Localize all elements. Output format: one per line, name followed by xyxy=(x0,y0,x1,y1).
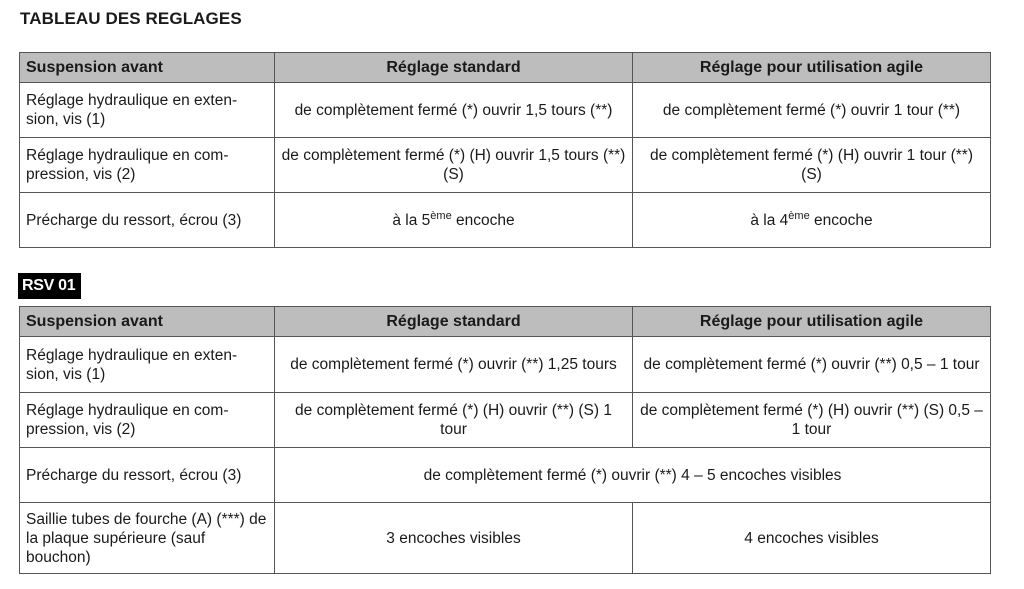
row-label: Réglage hydraulique en com-pression, vis (2) xyxy=(20,393,275,448)
settings-table-rsv01 xyxy=(19,306,991,574)
model-badge: RSV 01 xyxy=(18,273,81,299)
value-text: à la 5 xyxy=(392,211,431,229)
agile-value: de complètement fermé (*) ouvrir (**) 0,5 – 1 tour xyxy=(633,337,991,393)
table-header-row xyxy=(20,307,991,337)
header-agile: Réglage pour utilisation agile xyxy=(633,53,991,83)
value-text: encoche xyxy=(451,211,515,229)
table-row xyxy=(20,83,991,138)
header-standard: Réglage standard xyxy=(275,53,633,83)
standard-value: 3 encoches visibles xyxy=(275,503,633,574)
page-title: TABLEAU DES REGLAGES xyxy=(20,9,242,28)
standard-value xyxy=(275,193,633,248)
agile-value xyxy=(633,193,991,248)
agile-value: de complètement fermé (*) (H) ouvrir (**) (S) 0,5 – 1 tour xyxy=(633,393,991,448)
row-label: Réglage hydraulique en com-pression, vis (2) xyxy=(20,138,275,193)
ordinal-suffix: ème xyxy=(788,209,810,222)
header-suspension: Suspension avant xyxy=(20,53,275,83)
row-label: Réglage hydraulique en exten-sion, vis (1) xyxy=(20,83,275,138)
standard-value: de complètement fermé (*) ouvrir (**) 1,25 tours xyxy=(275,337,633,393)
row-label: Réglage hydraulique en exten-sion, vis (1) xyxy=(20,337,275,393)
table-header-row xyxy=(20,53,991,83)
header-agile: Réglage pour utilisation agile xyxy=(633,307,991,337)
value-text: à la 4 xyxy=(750,211,789,229)
table-row xyxy=(20,337,991,393)
row-label: Précharge du ressort, écrou (3) xyxy=(20,448,275,503)
row-label: Saillie tubes de fourche (A) (***) de la plaque supérieure (sauf bouchon) xyxy=(20,503,275,574)
table-row xyxy=(20,138,991,193)
table-row xyxy=(20,448,991,503)
table-row xyxy=(20,393,991,448)
header-standard: Réglage standard xyxy=(275,307,633,337)
merged-value: de complètement fermé (*) ouvrir (**) 4 – 5 encoches visibles xyxy=(275,448,991,503)
ordinal-suffix: ème xyxy=(430,209,452,222)
table-row xyxy=(20,503,991,574)
table-row xyxy=(20,193,991,248)
header-suspension: Suspension avant xyxy=(20,307,275,337)
settings-table-standard xyxy=(19,52,991,248)
standard-value: de complètement fermé (*) (H) ouvrir 1,5 tours (**) (S) xyxy=(275,138,633,193)
standard-value: de complètement fermé (*) (H) ouvrir (**) (S) 1 tour xyxy=(275,393,633,448)
agile-value: de complètement fermé (*) ouvrir 1 tour (**) xyxy=(633,83,991,138)
standard-value: de complètement fermé (*) ouvrir 1,5 tours (**) xyxy=(275,83,633,138)
agile-value: 4 encoches visibles xyxy=(633,503,991,574)
agile-value: de complètement fermé (*) (H) ouvrir 1 tour (**) (S) xyxy=(633,138,991,193)
row-label: Précharge du ressort, écrou (3) xyxy=(20,193,275,248)
value-text: encoche xyxy=(809,211,873,229)
